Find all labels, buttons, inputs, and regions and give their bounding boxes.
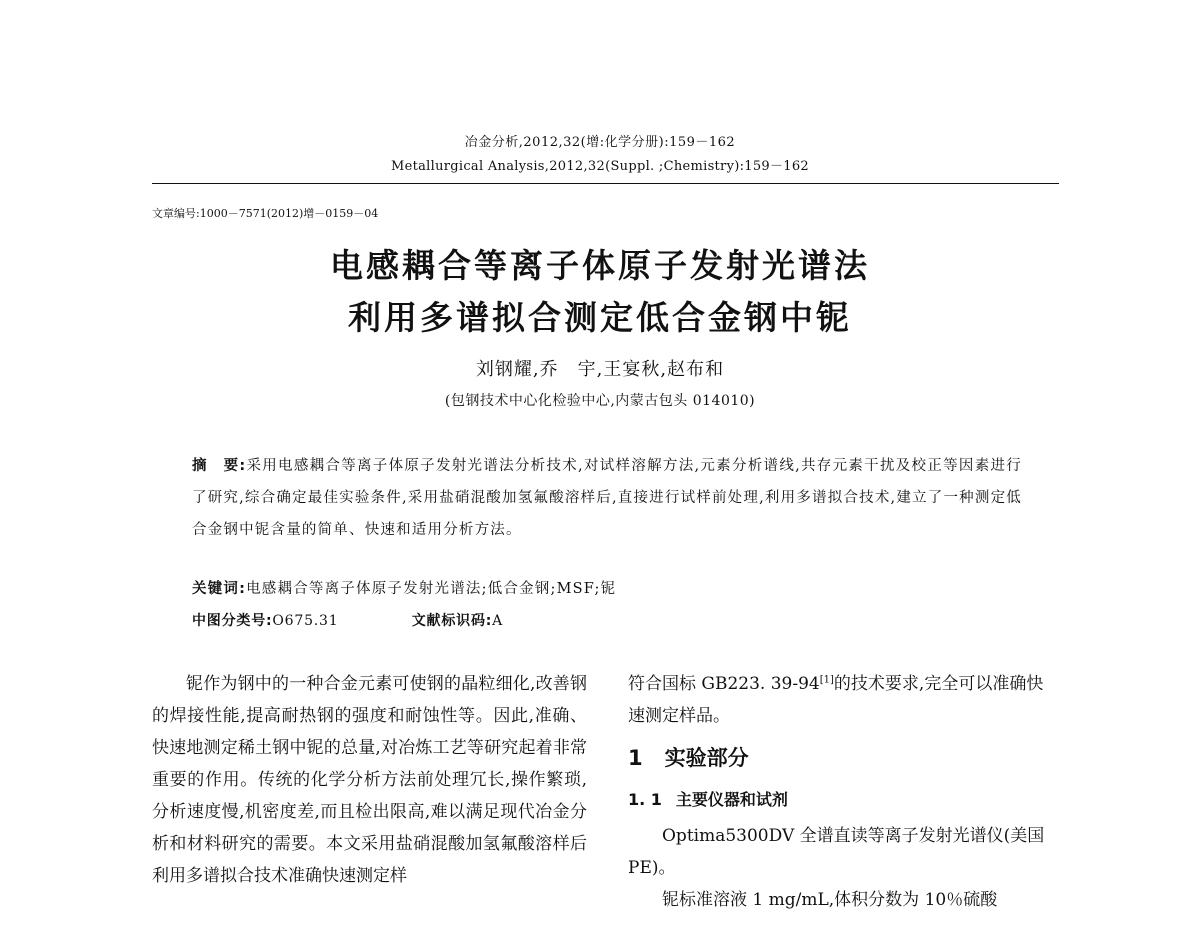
authors: 刘钢耀,乔 宇,王宴秋,赵布和 <box>475 359 725 380</box>
subsection-heading-1-1 <box>628 784 1060 816</box>
journal-header-en: Metallurgical Analysis,2012,32(Suppl. ;Chemistry):159－162 <box>390 159 809 174</box>
intro-paragraph: 铌作为钢中的一种合金元素可使钢的晶粒细化,改善钢的焊接性能,提高耐热钢的强度和耐蚀性等。因此,准确、快速地测定稀土钢中铌的总量,对冶炼工艺等研究起着非常重要的作用。传统的化学分析方法前处理冗长,操作繁琐,分析速度慢,机密度差,而且检出限高,难以满足现代冶金分析和材料研究的需要。本文采用盐硝混酸加氢氟酸溶样后利用多谱拟合技术准确快速测定样 <box>152 674 587 886</box>
header-rule <box>152 183 1059 184</box>
title-line-2: 利用多谱拟合测定低合金钢中铌 <box>348 298 852 337</box>
doc-code-value: A <box>492 613 504 629</box>
affiliation: (包钢技术中心化检验中心,内蒙古包头 014010) <box>444 393 756 409</box>
abstract-label: 摘 要: <box>192 458 247 474</box>
keywords-text: 电感耦合等离子体原子发射光谱法;低合金钢;MSF;铌 <box>246 581 617 597</box>
title-line-1: 电感耦合等离子体原子发射光谱法 <box>330 246 870 285</box>
reagent-paragraph: 铌标准溶液 1 mg/mL,体积分数为 10％硫酸 <box>662 890 998 910</box>
section-title: 实验部分 <box>664 746 749 770</box>
subsection-number: 1. 1 <box>628 790 662 809</box>
classification <box>192 610 503 630</box>
intro-paragraph-continued <box>628 668 1060 732</box>
section-heading-1 <box>628 742 1060 774</box>
abstract <box>192 450 1022 546</box>
keywords <box>192 577 1022 598</box>
instrument-paragraph: Optima5300DV 全谱直读等离子发射光谱仪(美国 PE)。 <box>628 826 1045 878</box>
keywords-label: 关键词: <box>192 581 247 597</box>
section-number: 1 <box>628 746 643 770</box>
subsection-title: 主要仪器和试剂 <box>675 790 788 809</box>
article-number: 文章编号:1000－7571(2012)增－0159－04 <box>152 207 379 220</box>
citation-ref: [1] <box>819 674 834 686</box>
doc-code-label: 文献标识码: <box>411 613 493 629</box>
abstract-text: 采用电感耦合等离子体原子发射光谱法分析技术,对试样溶解方法,元素分析谱线,共存元素干扰及校正等因素进行了研究,综合确定最佳实验条件,采用盐硝混酸加氢氟酸溶样后,直接进行试样前处理,利用多谱拟合技术,建立了一种测定低合金钢中铌含量的简单、快速和适用分析方法。 <box>192 458 1022 538</box>
intro-continued-text-2: 的技术要求,完全可以准确快速测定样品。 <box>628 674 1044 726</box>
intro-continued-text: 符合国标 GB223. 39-94 <box>628 674 820 694</box>
body-left-column <box>152 668 587 892</box>
body-right-column <box>628 668 1060 916</box>
journal-header-cn: 冶金分析,2012,32(增:化学分册):159－162 <box>464 135 736 150</box>
clc-value: O675.31 <box>272 613 339 629</box>
clc-label: 中图分类号: <box>192 613 273 629</box>
